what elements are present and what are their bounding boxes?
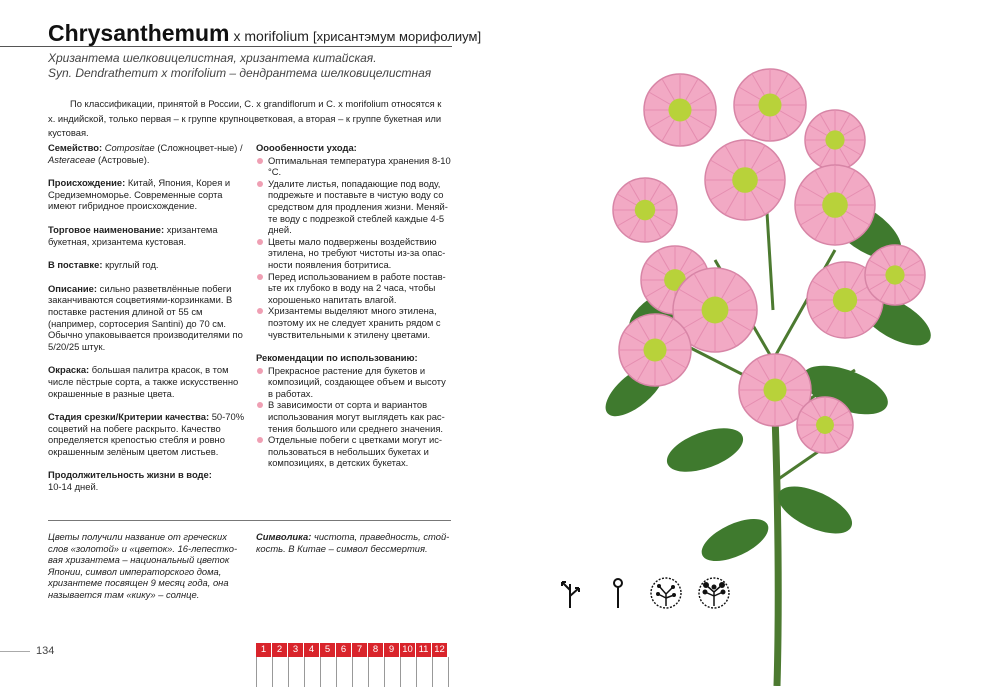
color-text: большая палитра красок, в том числе пёстрые сорта, а также искусственно окрашенные в разные цвета. (48, 364, 239, 399)
description-label: Описание: (48, 282, 98, 294)
russian-transcription: [хрисантэмум морифолиум] (312, 29, 482, 44)
month-tick (256, 657, 257, 687)
care-item: Удалите листья, попадающие под воду, подрежьте и поставьте в чистую воду со средством для продления жизни. Меняй-те воду с подрезкой стеблей каждые 4-5 дней. (256, 178, 452, 236)
month-cell: 8 (368, 643, 384, 657)
origin-text: Китай, Япония, Корея и Средиземноморье. Современные сорта имеют гибридное происхождение. (48, 177, 231, 212)
month-cell: 10 (400, 643, 416, 657)
subtitle-line-2: Syn. Dendrathemum x morifolium – дендрантема шелковицелистная (48, 66, 432, 80)
leaf (696, 510, 775, 569)
care-item: Перед использованием в работе постав-ьте их глубоко в воду на 2 часа, чтобы хорошенько напитать влагой. (256, 271, 452, 306)
month-tick (384, 657, 385, 687)
page-title (48, 20, 481, 47)
vase-life-label: Продолжительность жизни в воде: (48, 469, 212, 481)
description-text: сильно разветвлённые побеги заканчиваются соцветиями-корзинками. В поставке растения длиной от 55 см (например, сортосерия Santini) до 70 см. Обычно упаковывается производителями по 5/20/25 штук. (48, 282, 243, 352)
species-name: x morifolium (233, 28, 309, 44)
trade-label: Торговое наименование: (48, 223, 165, 235)
usage-item: Отдельные побеги с цветками могут ис-пользоваться в небольших букетах и композициях, в детских букетах. (256, 434, 452, 469)
flower-head (619, 314, 691, 386)
care-icons (553, 576, 731, 610)
color-block (48, 364, 248, 399)
left-column (48, 142, 248, 505)
genus-name: Chrysanthemum (48, 20, 230, 46)
month-cell: 1 (256, 643, 272, 657)
month-cell: 3 (288, 643, 304, 657)
month-tick (336, 657, 337, 687)
symbolism-label: Символика: (256, 531, 312, 542)
origin-label: Происхождение: (48, 177, 126, 189)
page-number-rule (0, 651, 30, 652)
month-cell: 11 (416, 643, 432, 657)
month-ticks (256, 657, 452, 687)
vase-life-block (48, 469, 248, 492)
supply-label: В поставке: (48, 259, 103, 271)
flower-head (705, 140, 785, 220)
month-tick (272, 657, 273, 687)
month-tick (448, 657, 449, 687)
subtitle (48, 51, 431, 81)
page-number: 134 (36, 645, 55, 657)
leaf (771, 477, 859, 543)
month-tick (352, 657, 353, 687)
cut-stage-text: 50-70% соцветий на побеге раскрыто. Качество определяется крепостью стебля и ровно окрашенным зелёным цветом листьев. (48, 411, 245, 457)
month-tick (416, 657, 417, 687)
family-latin-1: Compositae (104, 142, 155, 153)
flower-head (795, 165, 875, 245)
cut-stage-block (48, 411, 248, 457)
supply-block (48, 259, 248, 271)
single-stem-icon (601, 576, 635, 610)
care-title: Ооообенности ухода: (256, 142, 357, 153)
branching-stem-icon (553, 576, 587, 610)
month-tick (432, 657, 433, 687)
month-cell: 9 (384, 643, 400, 657)
care-item: Оптимальная температура хранения 8-10 °C. (256, 155, 452, 178)
double-spray-flower-icon (697, 576, 731, 610)
symbolism-text: чистота, праведность, стой-кость. В Китае – символ бессмертия. (256, 531, 450, 554)
month-cell: 4 (304, 643, 320, 657)
header-rule (0, 46, 452, 47)
month-cell: 12 (432, 643, 448, 657)
flower-head (613, 178, 677, 242)
flower-head (797, 397, 853, 453)
color-label: Окраска: (48, 364, 90, 376)
trade-text: хризантема букетная, хризантема кустовая. (48, 223, 218, 247)
leaf (661, 419, 748, 480)
month-cell: 6 (336, 643, 352, 657)
month-cell: 2 (272, 643, 288, 657)
symbolism-block (256, 531, 452, 554)
intro-paragraph: По классификации, принятой в России, C. x grandiflorum и C. x morifolium относятся к x. индийской, только первая – к группе крупноцветковая, а вторая – к группе букетная или кустовая. (48, 98, 442, 138)
flower-head (805, 110, 865, 170)
trade-block (48, 224, 248, 247)
vase-life-text: 10-14 дней. (48, 481, 99, 493)
month-cell: 7 (352, 643, 368, 657)
family-russian-2: (Астровые). (98, 153, 150, 165)
subtitle-line-1: Хризантема шелковицелистная, хризантема китайская. (48, 51, 377, 65)
supply-text: круглый год. (105, 259, 159, 271)
cut-stage-label: Стадия срезки/Критерии качества: (48, 411, 210, 423)
usage-item: Прекрасное растение для букетов и композиций, создающее объем и высоту в работах. (256, 365, 452, 400)
month-tick (400, 657, 401, 687)
month-cell: 5 (320, 643, 336, 657)
month-tick (320, 657, 321, 687)
month-availability-bar (256, 643, 448, 657)
usage-item: В зависимости от сорта и вариантов использования могут выглядеть как рас-тения большого или среднего значения. (256, 399, 452, 434)
care-item: Цветы мало подвержены воздействию этилена, но требуют чистоты из-за опас-ности появления ботритиса. (256, 236, 452, 271)
family-russian-1: (Сложноцвет-ные) / (157, 142, 243, 153)
family-block (48, 142, 248, 165)
legend-text: Цветы получили название от греческих слов «золотой» и «цветок». 16-лепестко-вая хризантема – национальный цветок Японии, символ императорского дома, хризантеме посвящен 9 месяц года, она называется там «кику» – солнце. (48, 531, 238, 600)
usage-title: Рекомендации по использованию: (256, 352, 418, 364)
flower-head (644, 74, 716, 146)
month-tick (368, 657, 369, 687)
family-latin-2: Asteraceae (48, 153, 96, 165)
care-item: Хризантемы выделяют много этилена, поэтому их не следует хранить рядом с чувствительными к этилену цветами. (256, 305, 452, 340)
right-column (256, 142, 452, 469)
family-label: Семейство: (48, 142, 103, 153)
month-tick (288, 657, 289, 687)
flower-head (734, 69, 806, 141)
origin-block (48, 177, 248, 212)
spray-flower-icon (649, 576, 683, 610)
flower-head (865, 245, 925, 305)
month-tick (304, 657, 305, 687)
footer-rule (48, 520, 451, 521)
description-block (48, 283, 248, 353)
